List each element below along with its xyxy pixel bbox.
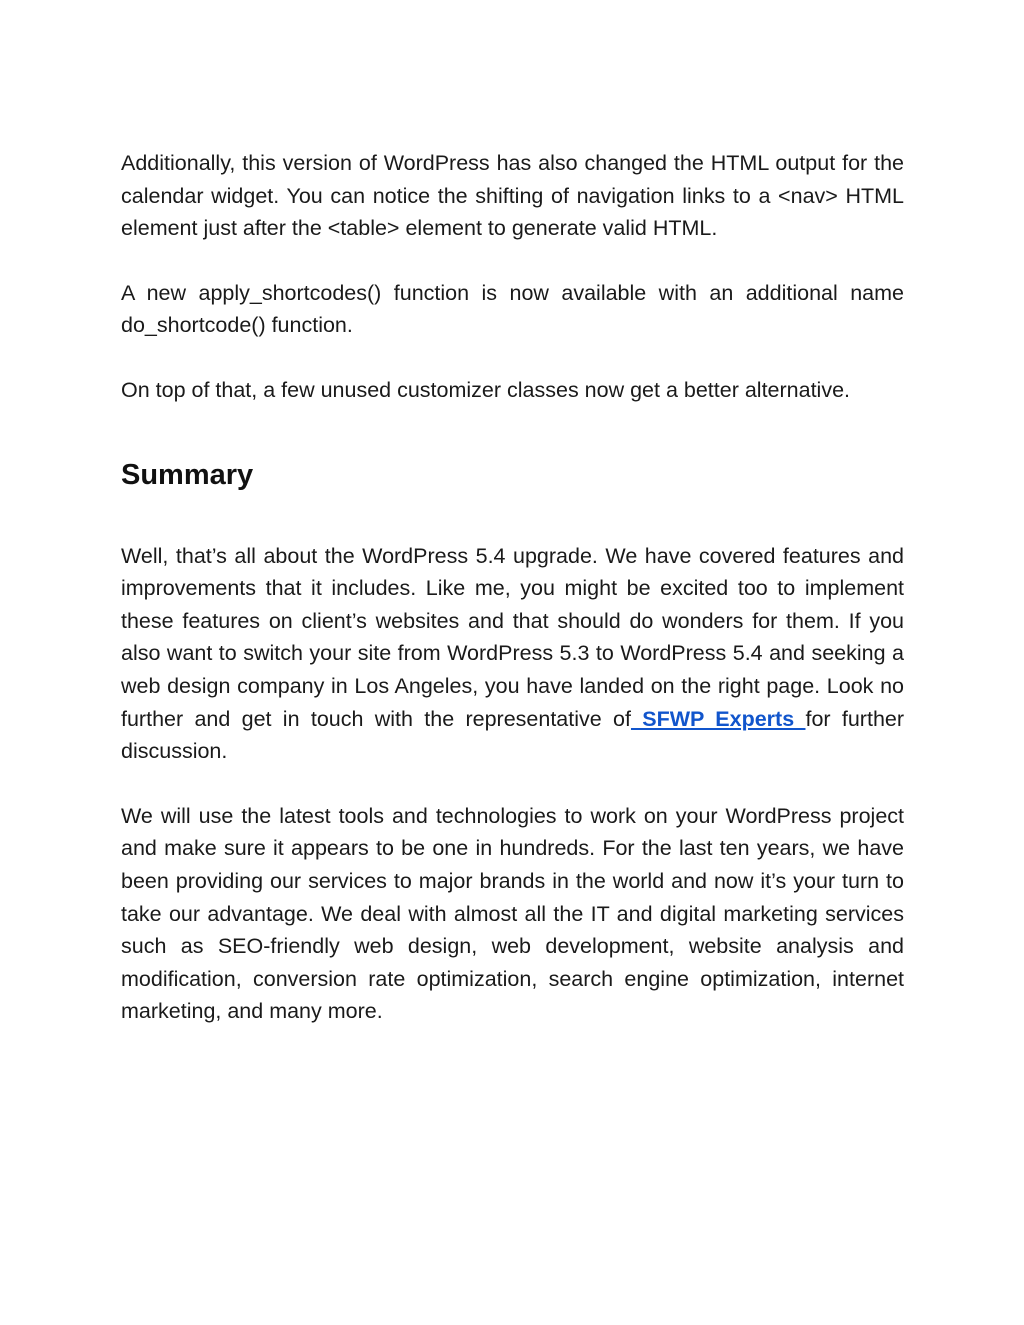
- paragraph-summary: [121, 540, 904, 768]
- sfwp-experts-link[interactable]: SFWP Experts: [630, 706, 806, 731]
- paragraph-apply-shortcodes: A new apply_shortcodes() function is now available with an additional name do_shortcode() function.: [121, 280, 904, 338]
- paragraph-customizer-classes: On top of that, a few unused customizer classes now get a better alternative.: [121, 377, 851, 402]
- paragraph-services: We will use the latest tools and technologies to work on your WordPress project and make sure it appears to be one in hundreds. For the last ten years, we have been providing our services to major brands in the world and now it’s your turn to take our advantage. We deal with almost all the IT and digital marketing services such as SEO-friendly web design, web development, website analysis and modification, conversion rate optimization, search engine optimization, internet marketing, and many more.: [121, 803, 904, 1024]
- document-page: [121, 147, 904, 1028]
- summary-text: Well, that’s all about the WordPress 5.4 upgrade. We have covered features and improvements that it includes. Like me, you might be excited too to implement these features on client’s websites and that should do wonders for them. If you also want to switch your site from WordPress 5.3 to WordPress 5.4 and seeking a web design company in Los Angeles, you have landed on the right page. Look no further and get in touch with the representative of: [121, 543, 904, 731]
- summary-text-end: for further discussion.: [121, 706, 905, 764]
- section-heading-summary: Summary: [121, 458, 254, 491]
- paragraph-calendar-widget: Additionally, this version of WordPress has also changed the HTML output for the calendar widget. You can notice the shifting of navigation links to a <nav> HTML element just after the <table> element to generate valid HTML.: [121, 151, 904, 241]
